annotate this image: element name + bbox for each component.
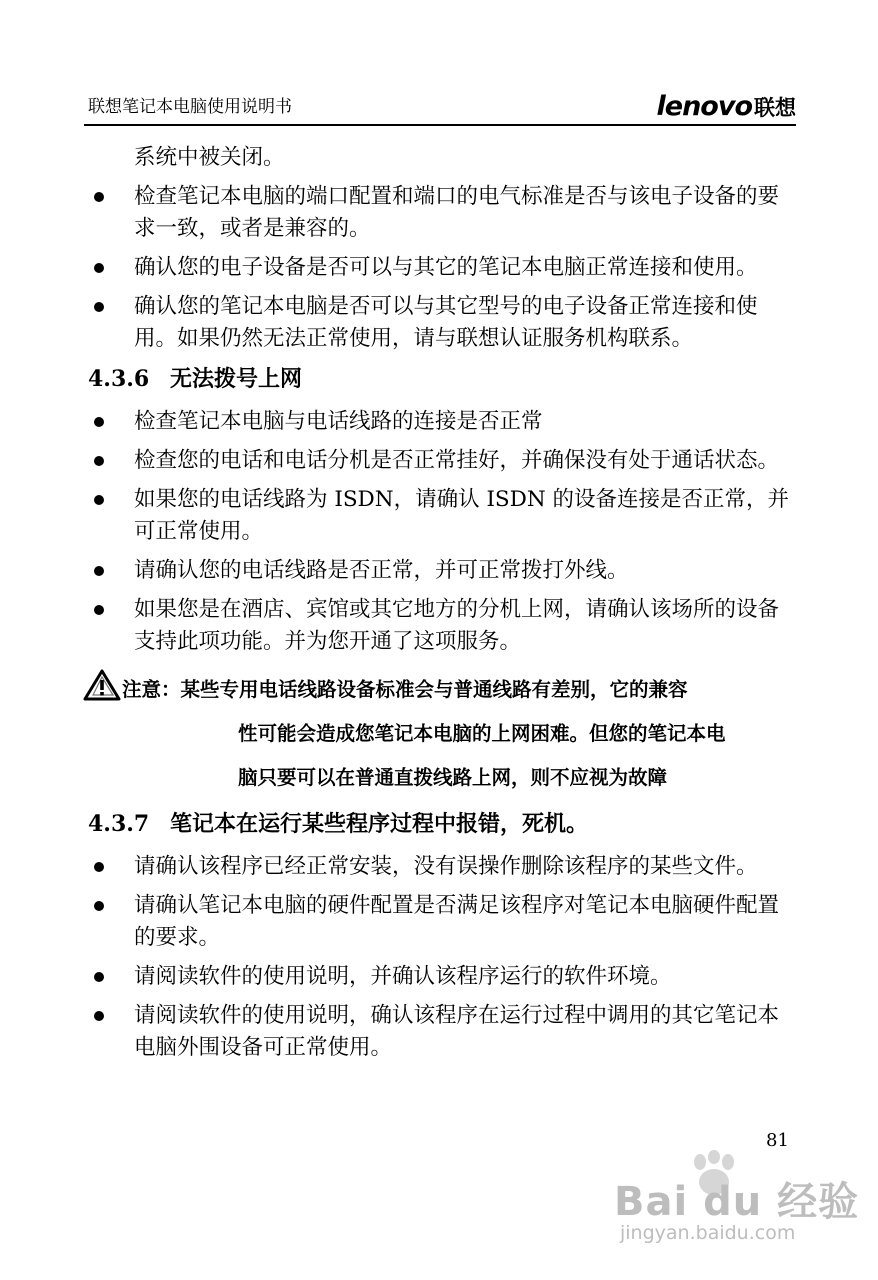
section-heading [88,363,796,396]
watermark-url: jingyan.baidu.com [620,1222,796,1244]
logo-chinese: 联想 [754,96,796,120]
document-header-title: 联想笔记本电脑使用说明书 [88,97,292,117]
bullet-item: 如果您的电话线路为 ISDN，请确认 ISDN 的设备连接是否正常，并可正常使用。 [88,484,796,548]
watermark-main-text: Bai du 经验 [614,1179,860,1225]
section-number: 4.3.6 [88,366,150,392]
bullet-item: 请确认该程序已经正常安装，没有误操作删除该程序的某些文件。 [88,851,796,883]
header-rule [84,124,796,126]
bullet-item: 请阅读软件的使用说明，确认该程序在运行过程中调用的其它笔记本电脑外围设备可正常使用。 [88,1000,796,1064]
section-number: 4.3.7 [88,811,150,837]
bullet-item: 请确认您的电话线路是否正常，并可正常拨打外线。 [88,555,796,587]
bullet-item: 如果您是在酒店、宾馆或其它地方的分机上网，请确认该场所的设备支持此项功能。并为您开通了这项服务。 [88,594,796,658]
page-number: 81 [766,1130,789,1151]
baidu-watermark [608,1150,860,1260]
note-line: 脑只要可以在普通直拨线路上网，则不应视为故障 [238,766,668,789]
bullet-item: 确认您的笔记本电脑是否可以与其它型号的电子设备正常连接和使用。如果仍然无法正常使用，请与联想认证服务机构联系。 [88,291,796,355]
bullet-item: 检查笔记本电脑的端口配置和端口的电气标准是否与该电子设备的要求一致，或者是兼容的。 [88,181,796,245]
bullet-item: 请确认笔记本电脑的硬件配置是否满足该程序对笔记本电脑硬件配置的要求。 [88,890,796,954]
note-line: 性可能会造成您笔记本电脑的上网困难。但您的笔记本电 [238,722,726,745]
lenovo-logo [657,92,797,123]
warning-triangle-icon [82,668,122,702]
section-title: 笔记本在运行某些程序过程中报错，死机。 [170,812,589,837]
warning-note [82,668,796,800]
section-heading [88,808,796,841]
section-title: 无法拨号上网 [170,367,303,392]
page-content [88,142,796,1071]
bullet-item: 确认您的电子设备是否可以与其它的笔记本电脑正常连接和使用。 [88,252,796,284]
bullet-item: 检查笔记本电脑与电话线路的连接是否正常 [88,406,796,438]
note-line: 注意：某些专用电话线路设备标准会与普通线路有差别，它的兼容 [122,678,688,701]
bullet-item: 请阅读软件的使用说明，并确认该程序运行的软件环境。 [88,961,796,993]
continuation-text: 系统中被关闭。 [134,145,285,170]
bullet-item: 检查您的电话和电话分机是否正常挂好，并确保没有处于通话状态。 [88,445,796,477]
logo-wordmark: lenovo [656,91,752,122]
